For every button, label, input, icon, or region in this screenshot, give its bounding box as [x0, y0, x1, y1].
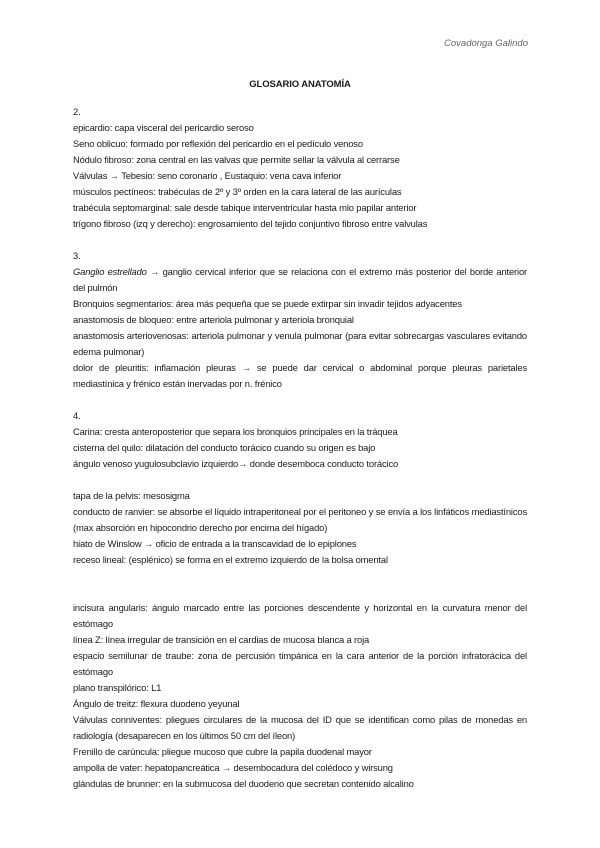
section-number: 2. [73, 106, 81, 117]
glossary-entry: trabécula septomarginal: sale desde tabique interventricular hasta mlo papilar anterior [73, 202, 417, 213]
glossary-entry: anastomosis arteriovenosas: arteriola pulmonar y venula pulmonar (para evitar sobrecargas vasculares evitando edema pulmonar) [73, 330, 527, 357]
glossary-entry: plano transpilórico: L1 [73, 682, 162, 693]
glossary-entry: espacio semilunar de traube: zona de percusión timpánica en la cara anterior de la porción infratorácica del estómago [73, 650, 527, 677]
glossary-entry: anastomosis de bloqueo: entre arteriola pulmonar y arteriola bronquial [73, 314, 354, 325]
glossary-entry: músculos pectíneos: trabéculas de 2º y 3º orden en la cara lateral de las aurículas [73, 186, 402, 197]
section-number: 3. [73, 250, 81, 261]
glossary-entry: ampolla de vater: hepatopancreática → desembocadura del colédoco y wirsung [73, 762, 393, 773]
section-peritoneo [73, 488, 527, 568]
glossary-entry: cisterna del quilo: dilatación del conducto torácico cuando su origen es bajo [73, 442, 376, 453]
glossary-entry: Frenillo de carúncula: pliegue mucoso que cubre la papila duodenal mayor [73, 746, 372, 757]
glossary-entry: línea Z: línea irregular de transición en el cardias de mucosa blanca a roja [73, 634, 370, 645]
glossary-entry: Válvulas → Tebesio: seno coronario , Eustaquio: vena cava inferior [73, 170, 342, 181]
glossary-term: Ganglio estrellado [73, 266, 147, 277]
glossary-entry: epicardio: capa visceral del pericardio seroso [73, 122, 254, 133]
glossary-content [73, 104, 527, 808]
glossary-definition: → ganglio cervical inferior que se relaciona con el extremo más posterior del borde anterior del pulmón [73, 266, 527, 293]
glossary-entry: glándulas de brunner: en la submucosa del duodeno que secretan contenido alcalino [73, 778, 414, 789]
glossary-entry-ganglio [73, 264, 527, 296]
glossary-entry: Bronquios segmentarios: área más pequeña que se puede extirpar sin invadir tejidos adyacentes [73, 298, 462, 309]
section-3 [73, 248, 527, 392]
glossary-entry: Seno oblicuo: formado por reflexión del pericardio en el pedículo venoso [73, 138, 363, 149]
glossary-entry: Nódulo fibroso: zona central en las valvas que permite sellar la válvula al cerrarse [73, 154, 400, 165]
author-name: Covadonga Galindo [444, 38, 528, 49]
glossary-entry: receso lineal: (esplénico) se forma en el extremo izquierdo de la bolsa omental [73, 554, 388, 565]
glossary-entry: hiato de Winslow → oficio de entrada a la transcavidad de lo epiplones [73, 538, 357, 549]
section-digestivo [73, 600, 527, 792]
section-2 [73, 104, 527, 232]
glossary-entry: Ángulo de treitz: flexura duodeno yeyunal [73, 698, 240, 709]
glossary-entry: tapa de la pelvis: mesosigma [73, 490, 190, 501]
glossary-entry: Válvulas conniventes: pliegues circulares de la mucosa del ID que se identifican como pilas de monedas en radiología (desaparecen en los últimos 50 cm del íleon) [73, 714, 527, 741]
section-4 [73, 408, 527, 472]
glossary-entry: incisura angularis: ángulo marcado entre las porciones descendente y horizontal en la curvatura menor del estómago [73, 602, 527, 629]
glossary-entry: dolor de pleuritis: inflamación pleuras → se puede dar cervical o abdominal porque pleuras parietales mediastínica y frénico están inervadas por n. frénico [73, 362, 527, 389]
glossary-entry: conducto de ranvier: se absorbe el líquido intraperitoneal por el peritoneo y se envía a los linfáticos mediastínicos (max absorción en hipocondrio derecho por encima del hígado) [73, 506, 527, 533]
glossary-entry: Carina: cresta anteroposterior que separa los bronquios principales en la tráquea [73, 426, 398, 437]
glossary-entry: ángulo venoso yugulosubclavio izquierdo→ donde desemboca conducto torácico [73, 458, 399, 469]
document-title: GLOSARIO ANATOMÍA [249, 79, 351, 90]
section-number: 4. [73, 410, 81, 421]
glossary-entry: trígono fibroso (izq y derecho): engrosamiento del tejido conjuntivo fibroso entre valvulas [73, 218, 428, 229]
